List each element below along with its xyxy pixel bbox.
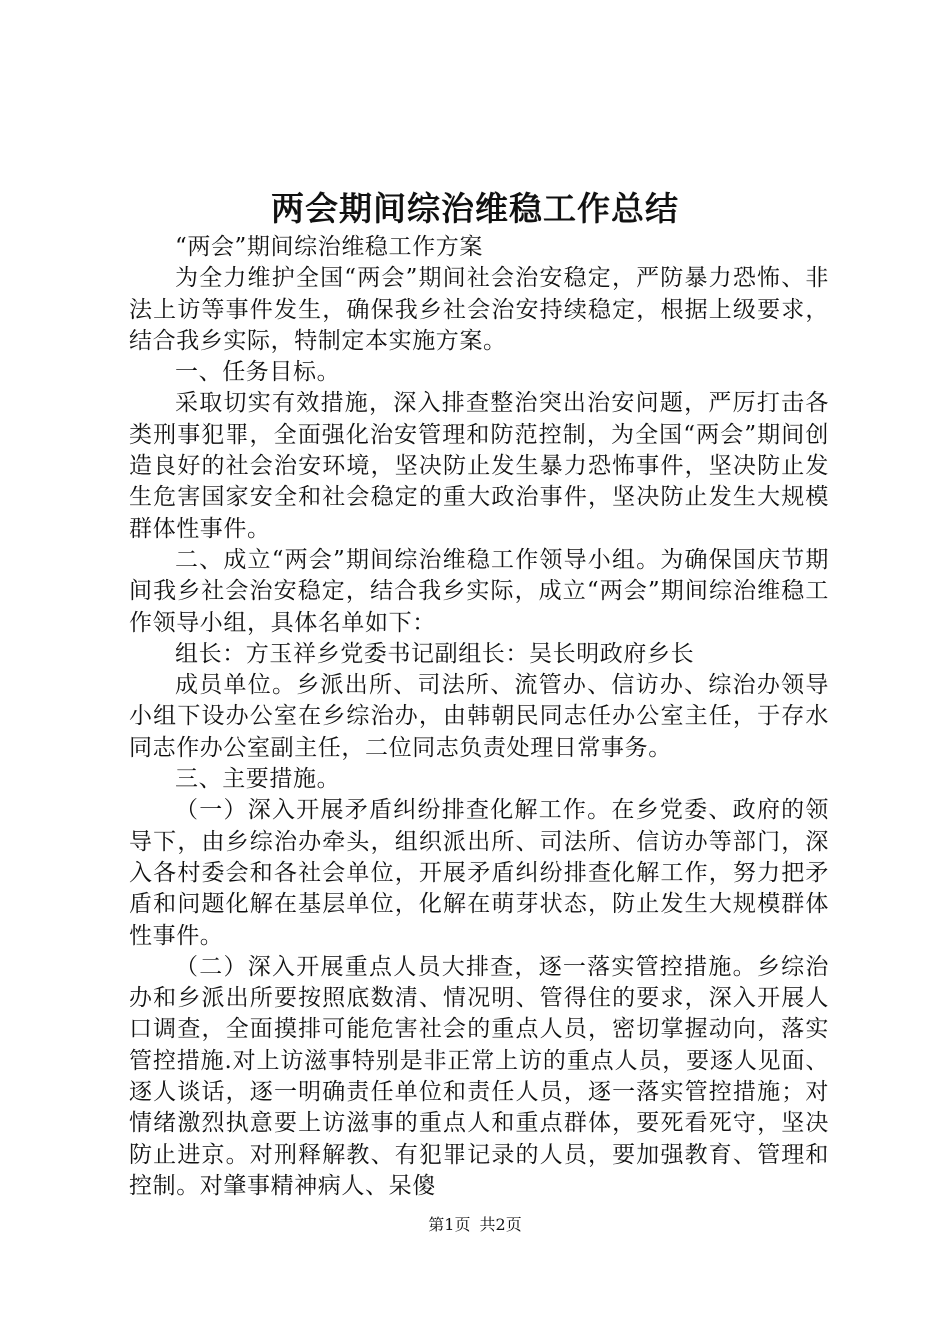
section-heading-2: 二、成立“两会”期间综治维稳工作领导小组。为确保国庆节期间我乡社会治安稳定，结合我乡实际，成立“两会”期间综治维稳工作领导小组，具体名单如下： [129,546,829,636]
section-heading-3: 三、主要措施。 [175,766,341,793]
section-heading-1: 一、任务目标。 [175,359,341,386]
body-paragraph: 采取切实有效措施，深入排查整治突出治安问题，严厉打击各类刑事犯罪，全面强化治安管理和防范控制，为全国“两会”期间创造良好的社会治安环境，坚决防止发生暴力恐怖事件，坚决防止发生危害国家安全和社会稳定的重大政治事件，坚决防止发生大规模群体性事件。 [129,390,829,542]
measure-paragraph-1: （一）深入开展矛盾纠纷排查化解工作。在乡党委、政府的领导下，由乡综治办牵头，组织派出所、司法所、信访办等部门，深入各村委会和各社会单位，开展矛盾纠纷排查化解工作，努力把矛盾和问题化解在基层单位，化解在萌芽状态，防止发生大规模群体性事件。 [129,797,829,949]
measure-paragraph-2: （二）深入开展重点人员大排查，逐一落实管控措施。乡综治办和乡派出所要按照底数清、情况明、管得住的要求，深入开展人口调查，全面摸排可能危害社会的重点人员，密切掌握动向，落实管控措施.对上访滋事特别是非正常上访的重点人员，要逐人见面、逐人谈话，逐一明确责任单位和责任人员，逐一落实管控措施；对情绪激烈执意要上访滋事的重点人和重点群体，要死看死守，坚决防止进京。对刑释解教、有犯罪记录的人员，要加强教育、管理和控制。对肇事精神病人、呆傻 [129,953,829,1199]
subtitle-paragraph: “两会”期间综治维稳工作方案 [175,234,483,260]
document-title: 两会期间综治维稳工作总结 [271,189,679,228]
document-body [129,232,829,1202]
page-total: 共2页 [479,1215,522,1234]
leader-line: 组长：方玉祥乡党委书记副组长：吴长明政府乡长 [175,640,695,667]
page-number: 第1页 [428,1215,471,1234]
page-footer [0,1214,950,1236]
intro-paragraph: 为全力维护全国“两会”期间社会治安稳定，严防暴力恐怖、非法上访等事件发生，确保我乡社会治安持续稳定，根据上级要求，结合我乡实际，特制定本实施方案。 [129,265,829,354]
members-paragraph: 成员单位。乡派出所、司法所、流管办、信访办、综治办领导小组下设办公室在乡综治办，由韩朝民同志任办公室主任，于存水同志作办公室副主任，二位同志负责处理日常事务。 [129,672,829,761]
